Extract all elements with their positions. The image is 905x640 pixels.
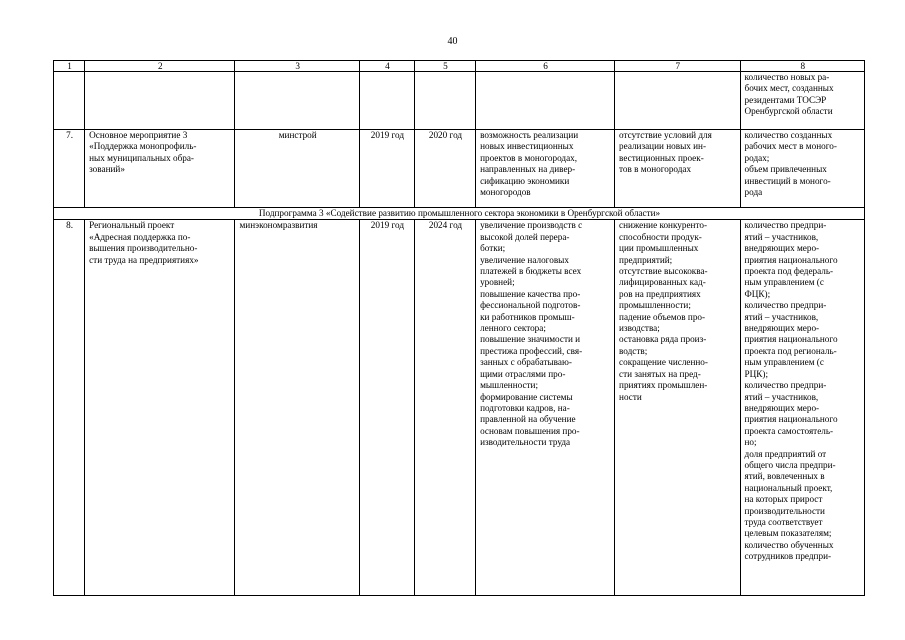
- row8-start-year: 2019 год: [359, 220, 414, 596]
- continuation-cell-3: [235, 72, 359, 130]
- header-cell-5: 5: [414, 61, 475, 72]
- subprogram-row: [54, 208, 865, 220]
- row7-start-year: 2019 год: [359, 130, 414, 208]
- row8-number: 8.: [54, 220, 85, 596]
- header-cell-7: 7: [615, 61, 740, 72]
- header-cell-6: 6: [476, 61, 615, 72]
- continuation-cell-7: [615, 72, 740, 130]
- continuation-cell-6: [476, 72, 615, 130]
- row7-number: 7.: [54, 130, 85, 208]
- row7-consequences: отсутствие условий для реализации новых ин- вестиционных проек- тов в моногородах: [615, 130, 740, 208]
- row7-indicators: количество созданных рабочих мест в моного- родах; объем привлеченных инвестиций в моного- рода: [740, 130, 864, 208]
- header-cell-3: 3: [235, 61, 359, 72]
- table-row-7: [54, 130, 865, 208]
- row7-expected-result: возможность реализации новых инвестиционных проектов в моногородах, направленных на дивер- сификацию экономики моногородов: [476, 130, 615, 208]
- row8-consequences: снижение конкуренто- способности продук- ции промышленных предприятий; отсутствие высококва- лифицированных кад- ров на предприятиях промышленности; падение объемов про- изводства; остановка ряда произ- водств; сокращение численно- сти занятых на пред- приятиях промышлен- ности: [615, 220, 740, 596]
- row7-end-year: 2020 год: [414, 130, 475, 208]
- row8-expected-result: увеличение производств с высокой долей перера- ботки; увеличение налоговых платежей в бюджеты всех уровней; повышение качества про- фессиональной подготов- ки работников промыш- ленного сектора; повышение значимости и престижа профессий, свя- занных с обрабатываю- щими отраслями про- мышленности; формирование системы подготовки кадров, на- правленной на обучение основам повышения про- изводительности труда: [476, 220, 615, 596]
- continuation-cell-2: [85, 72, 235, 130]
- continuation-indicators: количество новых ра- бочих мест, созданных резидентами ТОСЭР Оренбургской области: [740, 72, 864, 130]
- row8-measure-name: Региональный проект «Адресная поддержка по- вышения производительно- сти труда на предприятиях»: [85, 220, 235, 596]
- measures-table: [53, 60, 865, 596]
- header-cell-4: 4: [359, 61, 414, 72]
- continuation-cell-5: [414, 72, 475, 130]
- row8-indicators: количество предпри- ятий – участников, внедряющих меро- приятия национального проекта под федераль- ным управлением (с ФЦК); количество предпри- ятий – участников, внедряющих меро- приятия национального проекта под региональ- ным управлением (с РЦК); количество предпри- ятий – участников, внедряющих меро- приятия национального проекта самостоятель- но; доля предприятий от общего числа предпри- ятий, вовлеченных в национальный проект, на которых прирост производительности труда соответствует целевым показателям; количество обученных сотрудников предпри-: [740, 220, 864, 596]
- row8-end-year: 2024 год: [414, 220, 475, 596]
- continuation-cell-1: [54, 72, 85, 130]
- row7-executor: минстрой: [235, 130, 359, 208]
- page-number: 40: [447, 36, 458, 47]
- continuation-cell-4: [359, 72, 414, 130]
- row8-executor: минэкономразвития: [235, 220, 359, 596]
- header-cell-2: 2: [85, 61, 235, 72]
- continuation-row: [54, 72, 865, 130]
- row7-measure-name: Основное мероприятие 3 «Поддержка монопрофиль- ных муниципальных обра- зований»: [85, 130, 235, 208]
- header-cell-1: 1: [54, 61, 85, 72]
- table-row-8: [54, 220, 865, 596]
- subprogram-title: Подпрограмма 3 «Содействие развитию промышленного сектора экономики в Оренбургской области»: [54, 208, 865, 220]
- header-cell-8: 8: [740, 61, 864, 72]
- header-row: [54, 61, 865, 72]
